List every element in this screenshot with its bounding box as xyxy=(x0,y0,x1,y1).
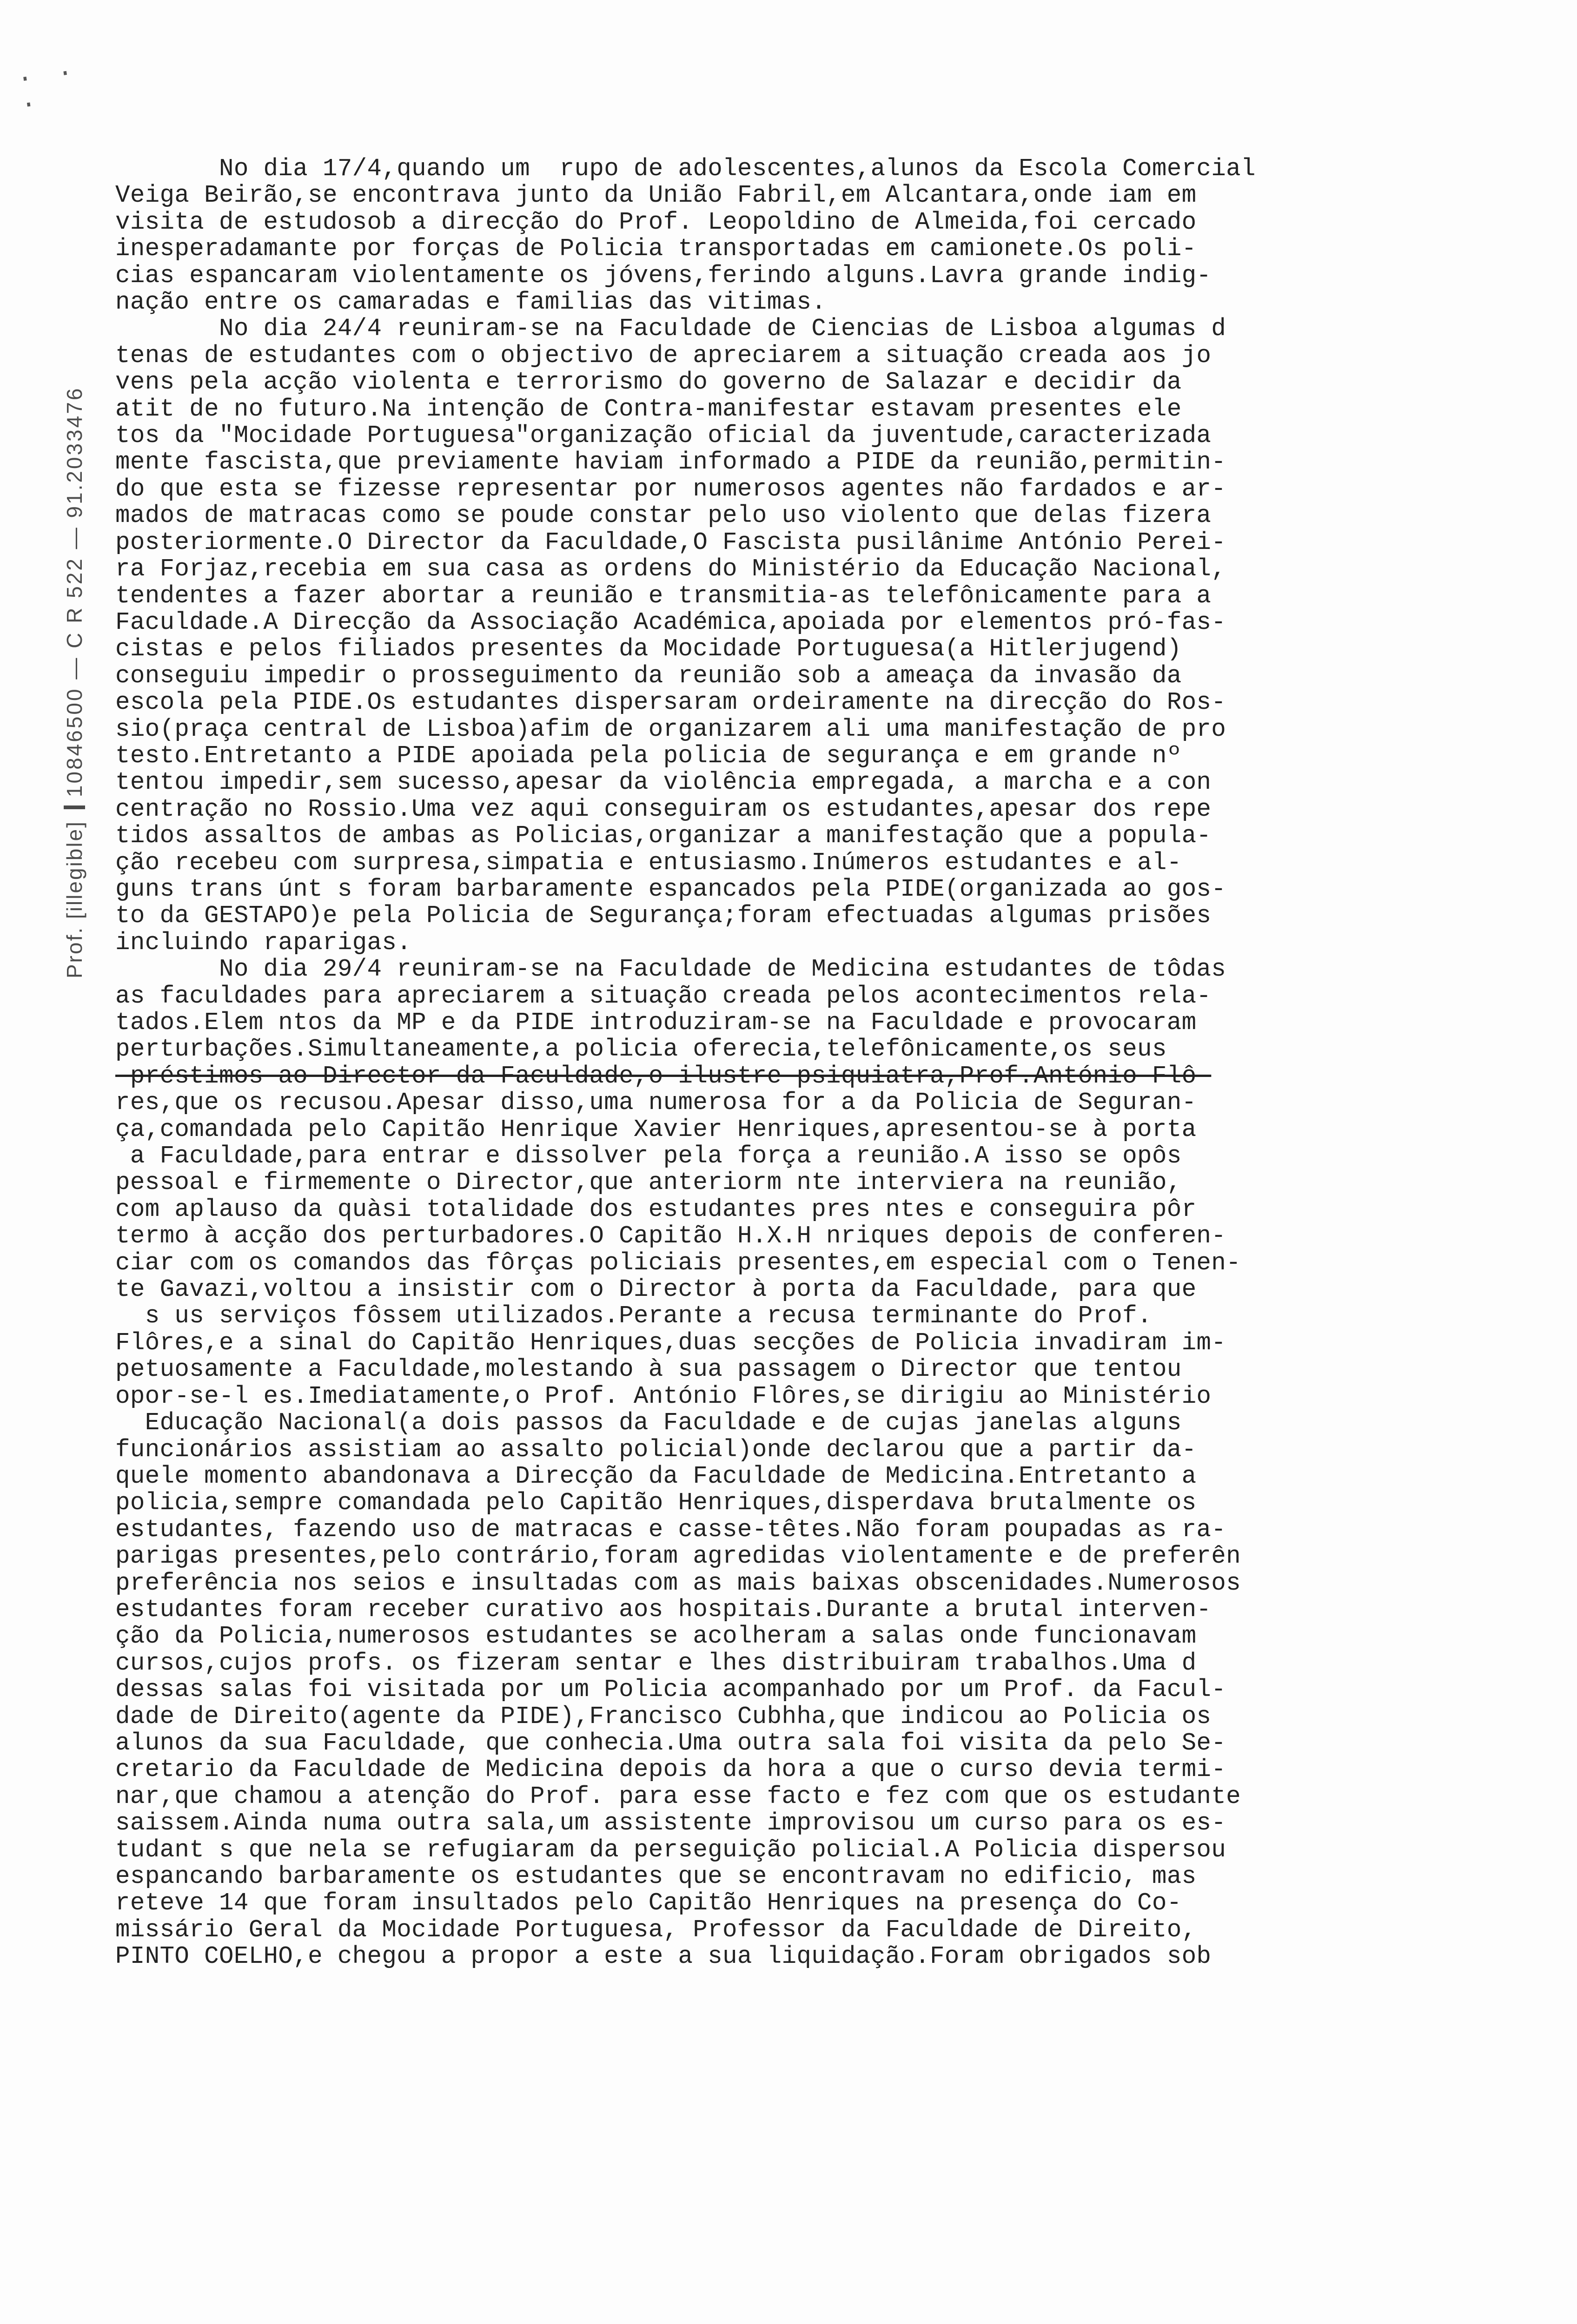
text-line: nação entre os camaradas e familias das vitimas. xyxy=(115,288,827,317)
text-line: espancando barbaramente os estudantes que se encontravam no edificio, mas xyxy=(115,1862,1197,1890)
text-line: tendentes a fazer abortar a reunião e transmitia-as telefônicamente para a xyxy=(115,581,1212,610)
paragraph-3 xyxy=(115,955,1241,1970)
text-line: cias espancaram violentamente os jóvens,ferindo alguns.Lavra grande indig- xyxy=(115,261,1212,290)
text-line: policia,sempre comandada pelo Capitão Henriques,disperdava brutalmente os xyxy=(115,1489,1197,1517)
text-line: to da GESTAPO)e pela Policia de Segurança;foram efectuadas algumas prisões xyxy=(115,902,1212,930)
text-line: escola pela PIDE.Os estudantes dispersaram ordeiramente na direcção do Ros- xyxy=(115,688,1226,717)
text-line: perturbações.Simultaneamente,a policia oferecia,telefônicamente,os seus xyxy=(115,1035,1167,1063)
text-line: inesperadamante por forças de Policia transportadas em camionete.Os poli- xyxy=(115,235,1197,263)
text-line: quele momento abandonava a Direcção da Faculdade de Medicina.Entretanto a xyxy=(115,1462,1197,1490)
text-line: Educação Nacional(a dois passos da Faculdade e de cujas janelas alguns xyxy=(115,1409,1182,1437)
text-line: s us serviços fôssem utilizados.Perante a recusa terminante do Prof. xyxy=(115,1302,1152,1330)
text-line: No dia 29/4 reuniram-se na Faculdade de Medicina estudantes de tôdas xyxy=(115,955,1226,984)
text-line: tados.Elem ntos da MP e da PIDE introduziram-se na Faculdade e provocaram xyxy=(115,1009,1197,1037)
text-line: nar,que chamou a atenção do Prof. para esse facto e fez com que os estudante xyxy=(115,1782,1241,1810)
text-line: ra Forjaz,recebia em sua casa as ordens do Ministério da Educação Nacional, xyxy=(115,555,1226,583)
text-line: mados de matracas como se poude constar pelo uso violento que delas fizera xyxy=(115,502,1212,530)
text-line strikethrough-line: préstimos ao Director da Faculdade,o ilustre psiquiatra,Prof.António Flô- xyxy=(115,1062,1212,1090)
text-line: estudantes, fazendo uso de matracas e casse-têtes.Não foram poupadas as ra- xyxy=(115,1515,1226,1544)
text-line: dade de Direito(agente da PIDE),Francisco Cubhha,que indicou ao Policia os xyxy=(115,1702,1212,1730)
text-line: tentou impedir,sem sucesso,apesar da violência empregada, a marcha e a con xyxy=(115,768,1212,797)
corner-marks: . . . xyxy=(14,51,79,116)
text-line: tudant s que nela se refugiaram da perseguição policial.A Policia dispersou xyxy=(115,1835,1226,1864)
text-line: res,que os recusou.Apesar disso,uma numerosa for a da Policia de Seguran- xyxy=(115,1089,1197,1117)
text-line: Veiga Beirão,se encontrava junto da União Fabril,em Alcantara,onde iam em xyxy=(115,181,1197,210)
text-line: ção da Policia,numerosos estudantes se acolheram a salas onde funcionavam xyxy=(115,1622,1197,1651)
text-line: cistas e pelos filiados presentes da Mocidade Portuguesa(a Hitlerjugend) xyxy=(115,635,1182,663)
text-line: posteriormente.O Director da Faculdade,O Fascista pusilânime António Perei- xyxy=(115,528,1226,556)
typed-report-text xyxy=(115,156,1543,1970)
text-line: sio(praça central de Lisboa)afim de organizarem ali uma manifestação de pro xyxy=(115,715,1226,743)
text-line: ção recebeu com surpresa,simpatia e entusiasmo.Inúmeros estudantes e al- xyxy=(115,848,1182,877)
text-line: missário Geral da Mocidade Portuguesa, Professor da Faculdade de Direito, xyxy=(115,1915,1197,1944)
paragraph-1 xyxy=(115,155,1256,316)
text-line: termo à acção dos perturbadores.O Capitão H.X.H nriques depois de conferen- xyxy=(115,1222,1226,1250)
text-line: funcionários assistiam ao assalto policial)onde declarou que a partir da- xyxy=(115,1435,1197,1464)
text-line: tos da "Mocidade Portuguesa"organização oficial da juventude,caracterizada xyxy=(115,422,1212,450)
text-line: parigas presentes,pelo contrário,foram agredidas violentamente e de preferên xyxy=(115,1542,1241,1571)
archive-stamp-reference: 10846500 — C R 522 — 91.2033476 xyxy=(64,387,85,810)
text-line: com aplauso da quàsi totalidade dos estudantes pres ntes e conseguira pôr xyxy=(115,1195,1197,1223)
text-line: centração no Rossio.Uma vez aqui conseguiram os estudantes,apesar dos repe xyxy=(115,795,1212,823)
text-line: No dia 24/4 reuniram-se na Faculdade de Ciencias de Lisboa algumas d xyxy=(115,315,1226,343)
text-line: do que esta se fizesse representar por numerosos agentes não fardados e ar- xyxy=(115,475,1226,503)
text-line: opor-se-l es.Imediatamente,o Prof. António Flôres,se dirigiu ao Ministério xyxy=(115,1382,1212,1410)
text-line: pessoal e firmemente o Director,que anteriorm nte interviera na reunião, xyxy=(115,1169,1182,1197)
text-line: preferência nos seios e insultadas com as mais baixas obscenidades.Numerosos xyxy=(115,1569,1241,1597)
text-line: petuosamente a Faculdade,molestando à sua passagem o Director que tentou xyxy=(115,1355,1182,1384)
text-line: No dia 17/4,quando um rupo de adolescentes,alunos da Escola Comercial xyxy=(115,155,1256,183)
text-line: a Faculdade,para entrar e dissolver pela força a reunião.A isso se opôs xyxy=(115,1142,1182,1170)
text-line: Flôres,e a sinal do Capitão Henriques,duas secções de Policia invadiram im- xyxy=(115,1328,1226,1357)
text-line: conseguiu impedir o prosseguimento da reunião sob a ameaça da invasão da xyxy=(115,661,1182,690)
text-line: as faculdades para apreciarem a situação creada pelos acontecimentos rela- xyxy=(115,982,1212,1010)
text-line: testo.Entretanto a PIDE apoiada pela policia de segurança e em grande nº xyxy=(115,741,1182,770)
text-line: saissem.Ainda numa outra sala,um assistente improvisou um curso para os es- xyxy=(115,1809,1226,1837)
paragraph-2 xyxy=(115,315,1226,956)
text-line: Faculdade.A Direcção da Associação Académica,apoiada por elementos pró-fas- xyxy=(115,608,1226,636)
text-line: atit de no futuro.Na intenção de Contra-manifestar estavam presentes ele xyxy=(115,395,1182,423)
text-line: visita de estudosob a direcção do Prof. Leopoldino de Almeida,foi cercado xyxy=(115,208,1197,236)
text-line: ça,comandada pelo Capitão Henrique Xavier Henriques,apresentou-se à porta xyxy=(115,1115,1197,1143)
text-line: vens pela acção violenta e terrorismo do governo de Salazar e decidir da xyxy=(115,368,1182,396)
text-line: te Gavazi,voltou a insistir com o Director à porta da Faculdade, para que xyxy=(115,1275,1197,1304)
text-line: guns trans únt s foram barbaramente espancados pela PIDE(organizada ao gos- xyxy=(115,875,1226,903)
text-line: ciar com os comandos das fôrças policiais presentes,em especial com o Tenen- xyxy=(115,1248,1241,1277)
text-line: estudantes foram receber curativo aos hospitais.Durante a brutal interven- xyxy=(115,1595,1212,1624)
text-line: tenas de estudantes com o objectivo de apreciarem a situação creada aos jo xyxy=(115,341,1212,370)
text-line: reteve 14 que foram insultados pelo Capitão Henriques na presença do Co- xyxy=(115,1889,1182,1917)
archive-stamp xyxy=(46,142,102,978)
text-line: tidos assaltos de ambas as Policias,organizar a manifestação que a popula- xyxy=(115,822,1212,850)
archive-stamp-prefix: Prof. [illegible] xyxy=(62,820,86,978)
text-line: cretario da Faculdade de Medicina depois da hora a que o curso devia termi- xyxy=(115,1756,1226,1784)
text-line: cursos,cujos profs. os fizeram sentar e lhes distribuiram trabalhos.Uma d xyxy=(115,1649,1197,1677)
text-line: incluindo raparigas. xyxy=(115,928,412,957)
text-line: dessas salas foi visitada por um Policia acompanhado por um Prof. da Facul- xyxy=(115,1676,1226,1704)
text-line: mente fascista,que previamente haviam informado a PIDE da reunião,permitin- xyxy=(115,448,1226,476)
text-line: PINTO COELHO,e chegou a propor a este a sua liquidação.Foram obrigados sob xyxy=(115,1942,1212,1971)
text-line: alunos da sua Faculdade, que conhecia.Uma outra sala foi visita da pelo Se- xyxy=(115,1729,1226,1757)
